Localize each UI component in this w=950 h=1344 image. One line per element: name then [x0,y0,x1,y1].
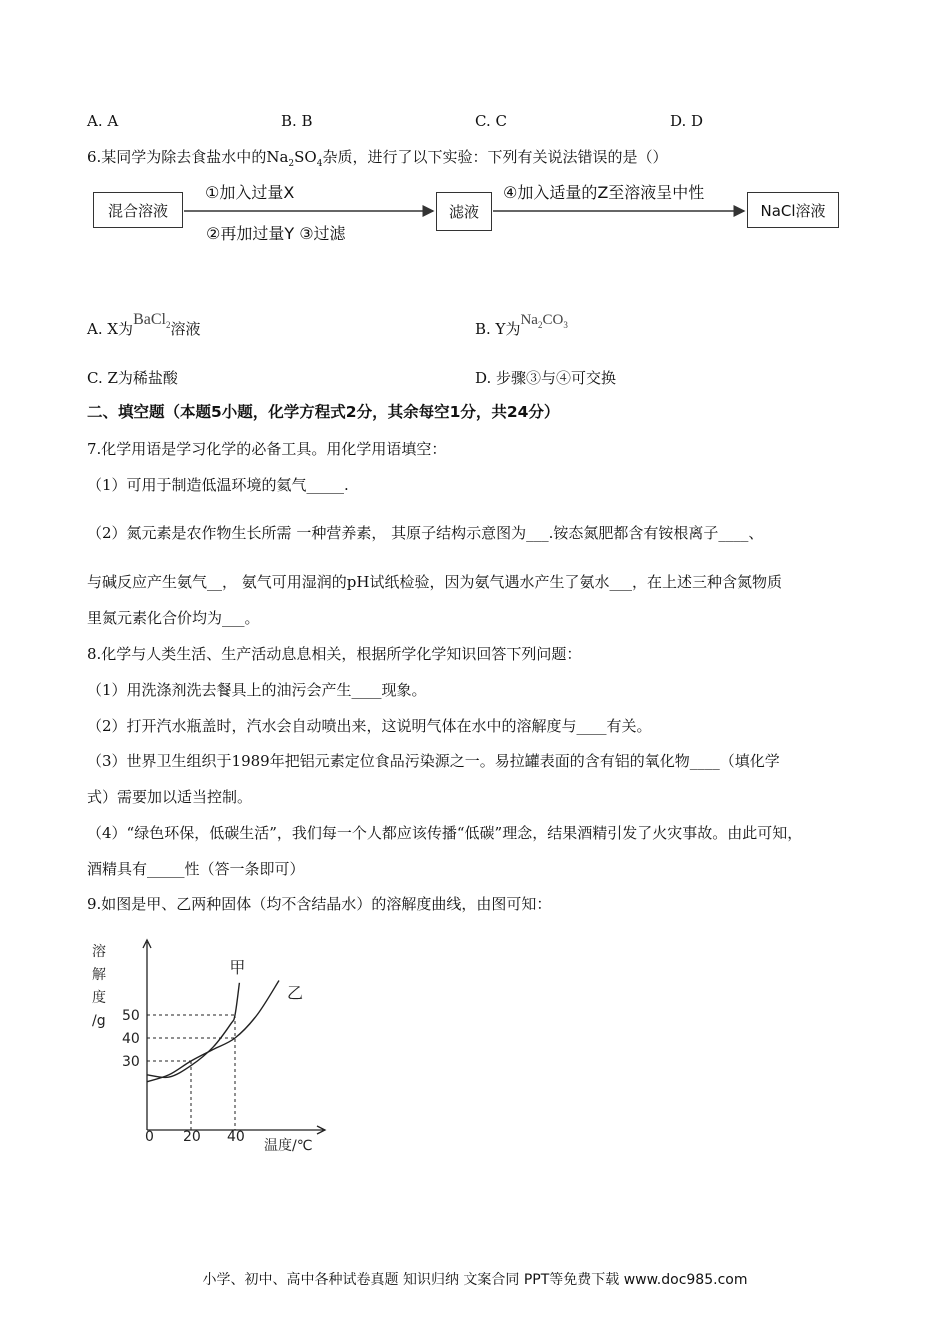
flow-step-4-label: ④加入适量的Z至溶液呈中性 [503,183,705,202]
q5-option-a: A. A [87,112,119,130]
q5-option-b: B. B [281,112,313,130]
q7-stem: 7.化学用语是学习化学的必备工具。用化学用语填空： [87,440,447,458]
q8-part-1: （1）用洗涤剂洗去餐具上的油污会产生____现象。 [87,681,427,699]
flow-box-nacl-solution: NaCl溶液 [747,192,839,228]
q8-part-2: （2）打开汽水瓶盖时，汽水会自动喷出来，这说明气体在水中的溶解度与____有关。 [87,717,652,735]
flow-box-filtrate: 滤液 [436,192,492,231]
q6-stem: 6.某同学为除去食盐水中的$Na_2SO_4$杂质，进行了以下实验：下列有关说法错误的是（） [87,148,668,169]
flow-arrows [0,0,950,260]
series-line-2 [147,981,279,1082]
y-tick-label: 30 [122,1054,140,1070]
solubility-chart [80,930,350,1160]
flow-step-1-label: ①加入过量X [205,183,295,202]
series-line-1 [147,983,239,1078]
q8-part-3: （3）世界卫生组织于1989年把铝元素定位食品污染源之一。易拉罐表面的含有铝的氧化物____（填化学 [87,752,780,770]
q8-stem: 8.化学与人类生活、生产活动息息相关，根据所学化学知识回答下列问题： [87,645,582,663]
q5-option-d: D. D [670,112,704,130]
y-axis-label-char: 解 [92,967,106,983]
q8-part-4: （4）“绿色环保，低碳生活”，我们每一个人都应该传播“低碳”理念，结果酒精引发了火灾事故。由此可知， [87,824,803,842]
x-tick-label: 20 [183,1129,201,1145]
q8-part-3-line-2: 式）需要加以适当控制。 [87,788,253,806]
x-tick-label: 40 [227,1129,245,1145]
y-axis-label-char: /g [92,1013,106,1029]
q8-part-4-line-2: 酒精具有_____性（答一条即可） [87,860,305,878]
q6-option-a: A. X为BaCl$_2$溶液 [87,311,201,338]
q7-part-1: （1）可用于制造低温环境的氦气_____. [87,476,349,494]
x-axis-label: 温度/℃ [264,1138,313,1154]
x-tick-label: 0 [145,1129,154,1145]
q6-option-d: D. 步骤③与④可交换 [475,369,617,387]
q7-part-2-line-3: 里氮元素化合价均为___。 [87,609,260,627]
q5-option-c: C. C [475,112,507,130]
y-axis-label-char: 度 [92,990,106,1006]
y-axis-label-char: 溶 [92,944,106,960]
flow-box-mixed-solution: 混合溶液 [93,192,183,228]
series-label-2: 乙 [287,983,304,1003]
y-tick-label: 50 [122,1008,140,1024]
flow-step-2-3-label: ②再加过量Y ③过滤 [206,224,346,243]
series-label-1: 甲 [229,957,246,977]
q7-part-2-line-2: 与碱反应产生氨气__， 氨气可用湿润的pH试纸检验，因为氨气遇水产生了氨水___，在上述三种含氮物质 [87,573,782,591]
section-2-title: 二、填空题（本题5小题，化学方程式2分，其余每空1分，共24分） [87,403,560,421]
q6-option-c: C. Z为稀盐酸 [87,369,178,387]
q6-option-b: B. Y为$Na_2CO_3$ [475,312,568,338]
page-footer: 小学、初中、高中各种试卷真题 知识归纳 文案合同 PPT等免费下载 www.doc985.com [202,1272,748,1288]
q7-part-2: （2）氮元素是农作物生长所需 一种营养素， 其原子结构示意图为___.铵态氮肥都含有铵根离子____、 [87,524,764,542]
y-tick-label: 40 [122,1031,140,1047]
q9-stem: 9.如图是甲、乙两种固体（均不含结晶水）的溶解度曲线，由图可知： [87,895,552,913]
